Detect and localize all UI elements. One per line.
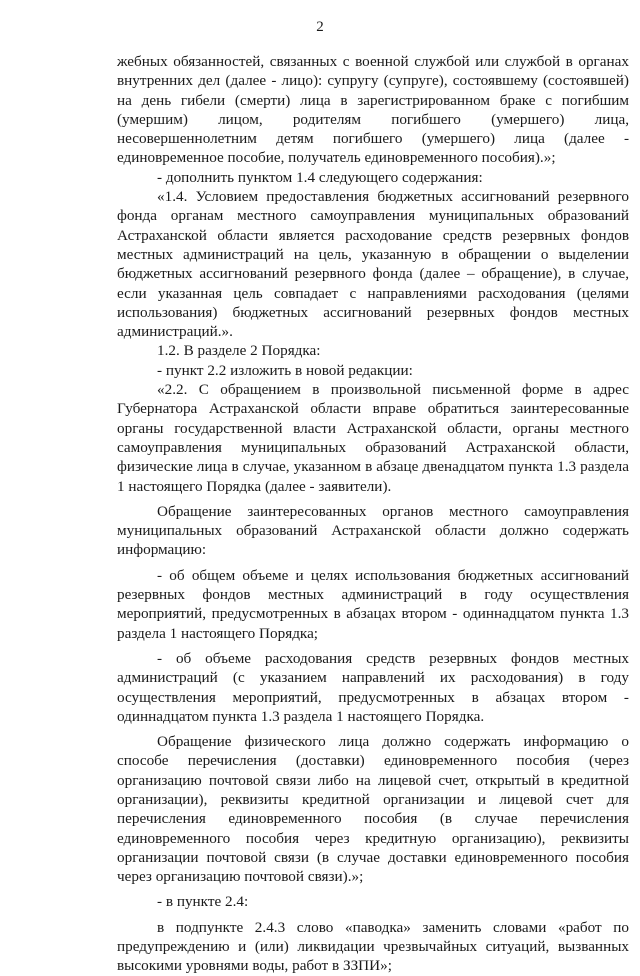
paragraph-spending-volume: - об объеме расходования средств резервных фондов местных администраций (с указанием направлений их расходования) в году осуществления мероприятий, предусмотренных в абзацах втором - одиннадцатом пункта 1.3 раздела 1 настоящего Порядка. bbox=[117, 649, 629, 725]
paragraph-clause-1-4: «1.4. Условием предоставления бюджетных ассигнований резервного фонда органам местного самоуправления муниципальных образований Астраханской области является расходование средств резервных фондов местных администраций на цель, указанную в обращении о выделении бюджетных ассигнований резервного фонда (далее – обращение), в случае, если указанная цель совпадает с направлениями расходования (целями использования) бюджетных ассигнований резервных фондов местных администраций.». bbox=[117, 188, 629, 341]
paragraph-local-appeal: Обращение заинтересованных органов местного самоуправления муниципальных образований Астраханской области должно содержать информацию: bbox=[117, 502, 629, 559]
paragraph-subitem-2-4-3: в подпункте 2.4.3 слово «паводка» заменить словами «работ по предупреждению и (или) ликвидации чрезвычайных ситуаций, вызванных высокими уровнями воды, работ в ЗЗПИ»; bbox=[117, 918, 629, 975]
paragraph-amend-1-4: - дополнить пунктом 1.4 следующего содержания: bbox=[157, 168, 483, 186]
paragraph-section-1-2: 1.2. В разделе 2 Порядка: bbox=[157, 342, 321, 360]
page-number: 2 bbox=[316, 19, 324, 35]
document-body bbox=[117, 52, 629, 976]
paragraph-continuation: жебных обязанностей, связанных с военной службой или службой в органах внутренних дел (далее - лицо): супругу (супруге), состоявшему (состоявшей) на день гибели (смерти) лица в зарегистрированном браке с погибшим (умершим) лицом, родителям погибшего (умершего) лица, несовершеннолетним детям погибшего (умершего) лица (далее - единовременное пособие, получатель единовременного пособия).»; bbox=[117, 53, 629, 167]
paragraph-clause-2-2: «2.2. С обращением в произвольной письменной форме в адрес Губернатора Астраханской области вправе обратиться заинтересованные органы государственной власти Астраханской области, органы местного самоуправления муниципальных образований Астраханской области, физические лица в случае, указанном в абзаце двенадцатом пункта 1.3 раздела 1 настоящего Порядка (далее - заявители). bbox=[117, 381, 629, 495]
paragraph-item-2-4: - в пункте 2.4: bbox=[157, 893, 249, 911]
paragraph-individual-appeal: Обращение физического лица должно содержать информацию о способе перечисления (доставки) единовременного пособия (через организацию почтовой связи либо на лицевой счет, открытый в кредитной организации), реквизиты кредитной организации и лицевой счет для перечисления единовременного пособия (в случае перечисления единовременного пособия через кредитную организацию), реквизиты организации почтовой связи (в случае доставки единовременного пособия через организацию почтовой связи).»; bbox=[117, 733, 629, 886]
paragraph-item-2-2: - пункт 2.2 изложить в новой редакции: bbox=[157, 361, 413, 379]
paragraph-volume-goals: - об общем объеме и целях использования бюджетных ассигнований резервных фондов местных администраций в году осуществления мероприятий, предусмотренных в абзацах втором - одиннадцатом пункта 1.3 раздела 1 настоящего Порядка; bbox=[117, 566, 629, 642]
